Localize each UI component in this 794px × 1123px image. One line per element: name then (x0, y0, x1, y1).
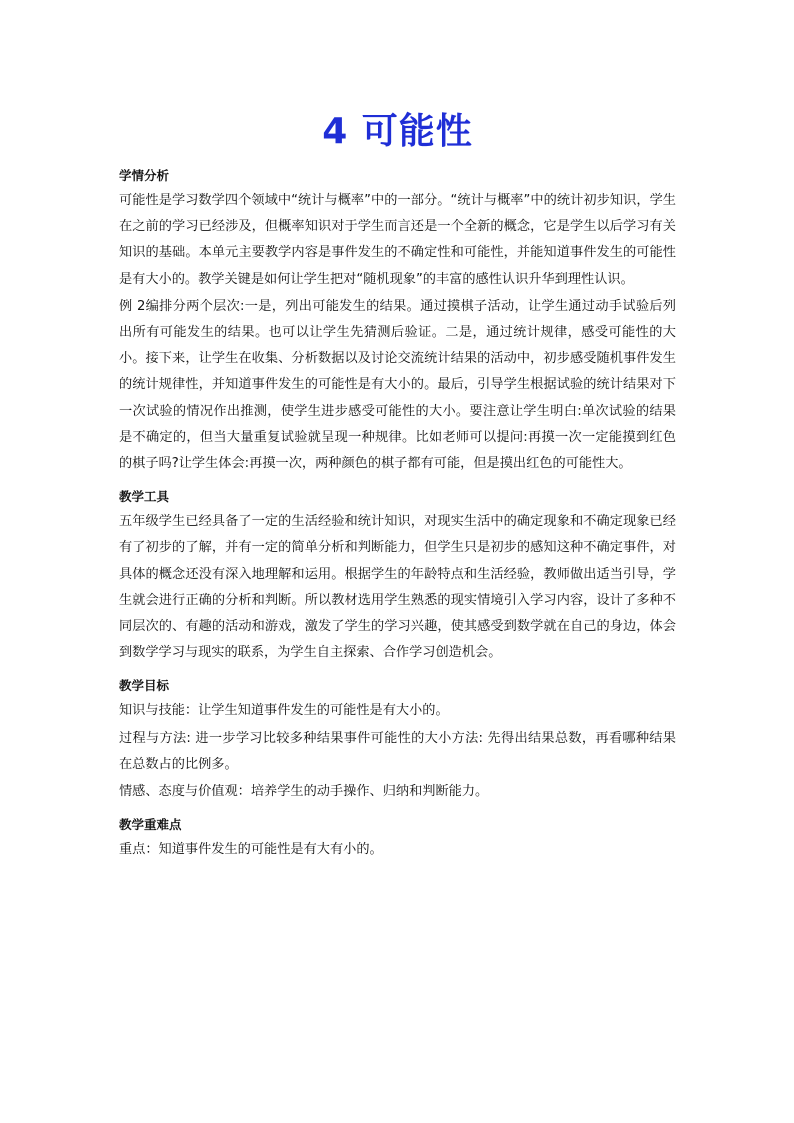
section-tools (119, 487, 676, 666)
section-analysis (119, 166, 676, 477)
paragraph: 过程与方法: 进一步学习比较多种结果事件可能性的大小方法: 先得出结果总数，再看哪种结果在总数占的比例多。 (119, 730, 676, 772)
page-title: 4 可能性 (322, 111, 473, 152)
section-heading-analysis: 学情分析 (119, 168, 170, 183)
paragraph: 可能性是学习数学四个领域中“统计与概率”中的一部分。“统计与概率”中的统计初步知识，学生在之前的学习已经涉及，但概率知识对于学生而言还是一个全新的概念，它是学生以后学习有关知识的基础。本单元主要教学内容是事件发生的不确定性和可能性，并能知道事件发生的可能性是有大小的。教学关键是如何让学生把对“随机现象”的丰富的感性认识升华到理性认识。 (119, 193, 676, 287)
paragraph: 知识与技能：让学生知道事件发生的可能性是有大小的。 (119, 703, 449, 719)
paragraph: 例 2编排分两个层次:一是，列出可能发生的结果。通过摸棋子活动，让学生通过动手试验后列出所有可能发生的结果。也可以让学生先猜测后验证。二是，通过统计规律，感受可能性的大小。接下来，让学生在收集、分析数据以及讨论交流统计结果的活动中，初步感受随机事件发生的统计规律性，并知道事件发生的可能性是有大小的。最后，引导学生根据试验的统计结果对下一次试验的情况作出推测，使学生进步感受可能性的大小。要注意让学生明白:单次试验的结果是不确定的，但当大量重复试验就呈现一种规律。比如老师可以提问:再摸一次一定能摸到红色的棋子吗?让学生体会:再摸一次，两种颜色的棋子都有可能，但是摸出红色的可能性大。 (119, 298, 676, 472)
paragraph: 情感、态度与价值观：培养学生的动手操作、归纳和判断能力。 (119, 784, 489, 800)
paragraph: 重点：知道事件发生的可能性是有大有小的。 (119, 842, 383, 858)
section-heading-key-points: 教学重难点 (119, 817, 182, 833)
section-heading-tools: 教学工具 (119, 489, 170, 505)
section-key-points (119, 815, 676, 863)
section-goals (119, 676, 676, 805)
section-heading-goals: 教学目标 (119, 678, 170, 694)
paragraph: 五年级学生已经具备了一定的生活经验和统计知识，对现实生活中的确定现象和不确定现象已经有了初步的了解，并有一定的简单分析和判断能力，但学生只是初步的感知这种不确定事件，对具体的概念还没有深入地理解和运用。根据学生的年龄特点和生活经验，教师做出适当引导，学生就会进行正确的分析和判断。所以教材选用学生熟悉的现实情境引入学习内容，设计了多种不同层次的、有趣的活动和游戏，激发了学生的学习兴趣，使其感受到数学就在自己的身边，体会到数学学习与现实的联系，为学生自主探索、合作学习创造机会。 (119, 514, 676, 661)
